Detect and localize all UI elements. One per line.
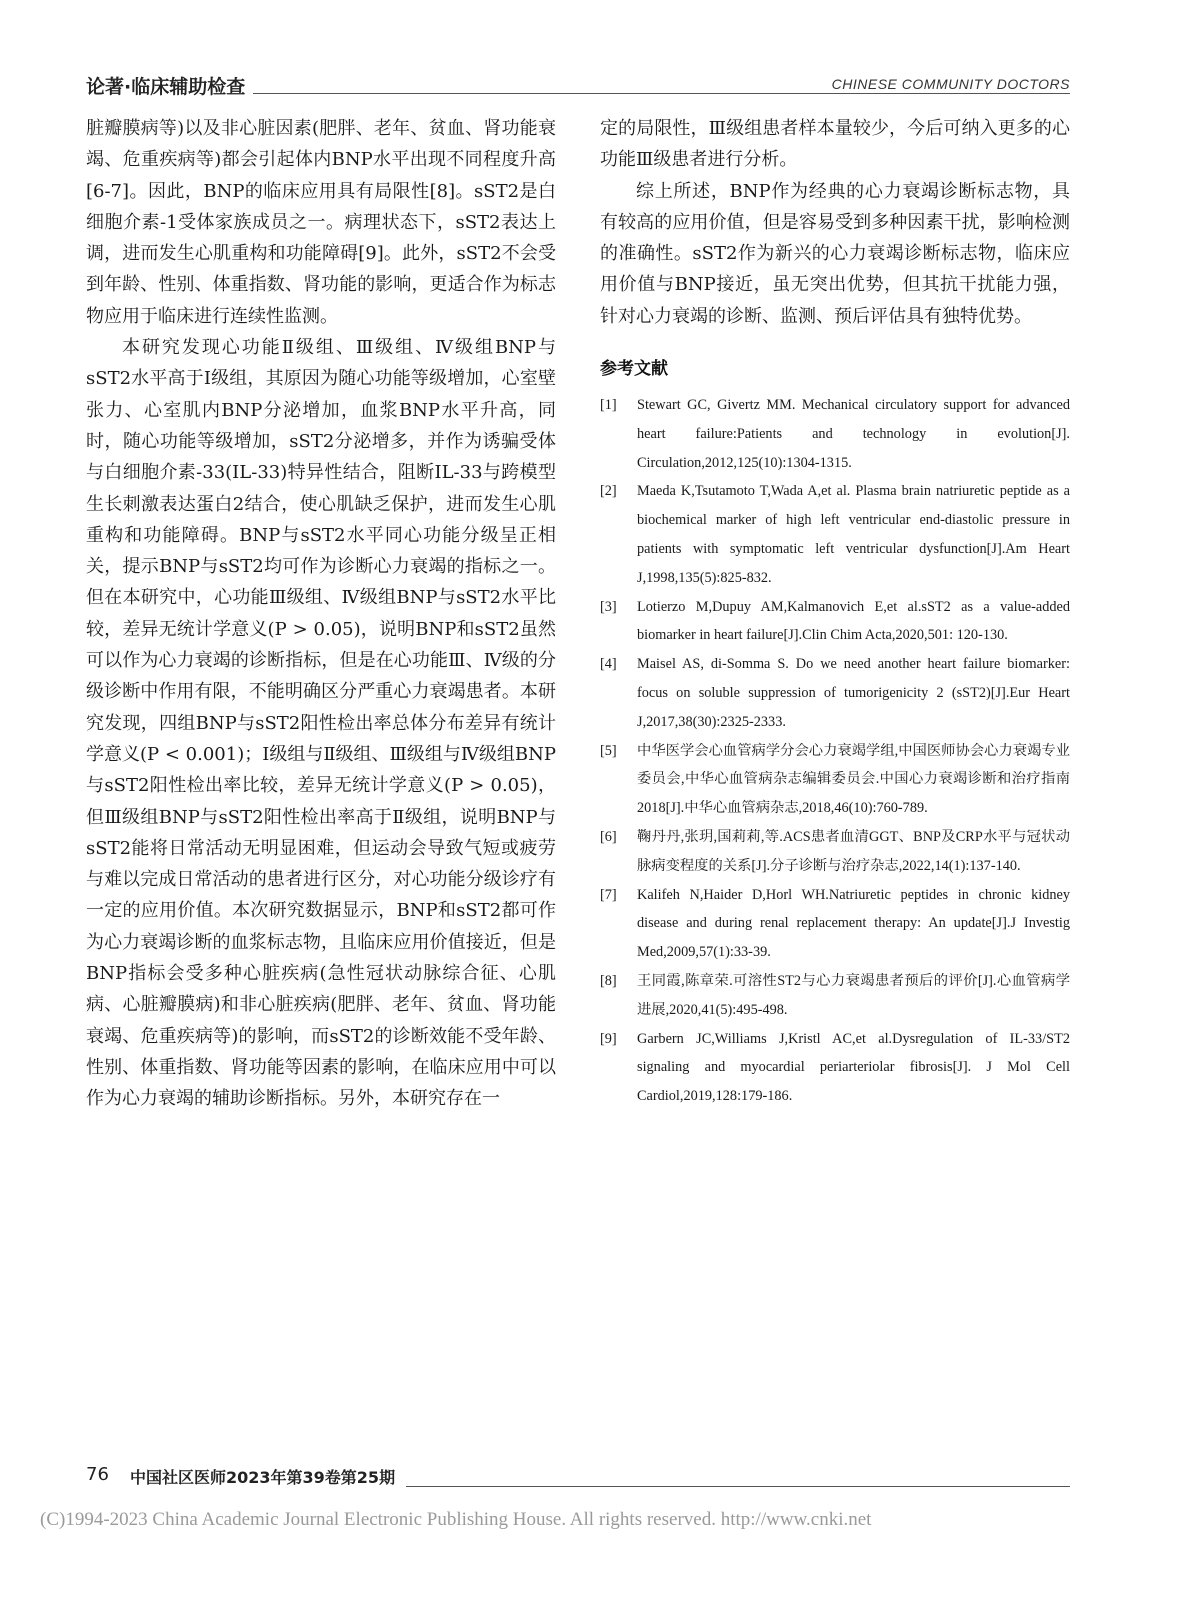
body-paragraph: 本研究发现心功能Ⅱ级组、Ⅲ级组、Ⅳ级组BNP与sST2水平高于Ⅰ级组，其原因为随心功能等级增加，心室壁张力、心室肌内BNP分泌增加，血浆BNP水平升高，同时，随心功能等级增加，sST2分泌增多，并作为诱骗受体与白细胞介素-33(IL-33)特异性结合，阻断IL-33与跨模型生长刺激表达蛋白2结合，使心肌缺乏保护，进而发生心肌重构和功能障碍。BNP与sST2水平同心功能分级呈正相关，提示BNP与sST2均可作为诊断心力衰竭的指标之一。但在本研究中，心功能Ⅲ级组、Ⅳ级组BNP与sST2水平比较，差异无统计学意义(P > 0.05)，说明BNP和sST2虽然可以作为心力衰竭的诊断指标，但是在心功能Ⅲ、Ⅳ级的分级诊断中作用有限，不能明确区分严重心力衰竭患者。本研究发现，四组BNP与sST2阳性检出率总体分布差异有统计学意义(P < 0.001)；Ⅰ级组与Ⅱ级组、Ⅲ级组与Ⅳ级组BNP与sST2阳性检出率比较，差异无统计学意义(P > 0.05)，但Ⅲ级组BNP与sST2阳性检出率高于Ⅱ级组，说明BNP与sST2能将日常活动无明显困难，但运动会导致气短或疲劳与难以完成日常活动的患者进行区分，对心功能分级诊疗有一定的应用价值。本次研究数据显示，BNP和sST2都可作为心力衰竭诊断的血浆标志物，且临床应用价值接近，但是BNP指标会受多种心脏疾病(急性冠状动脉综合征、心肌病、心脏瓣膜病)和非心脏疾病(肥胖、老年、贫血、肾功能衰竭、危重疾病等)的影响，而sST2的诊断效能不受年龄、性别、体重指数、肾功能等因素的影响，在临床应用中可以作为心力衰竭的辅助诊断指标。另外，本研究存在一 [86, 337, 556, 1110]
reference-text: Lotierzo M,Dupuy AM,Kalmanovich E,et al.sST2 as a value-added biomarker in heart failure[J].Clin Chim Acta,2020,501: 120-130. [637, 598, 1070, 644]
body-paragraph: 脏瓣膜病等)以及非心脏因素(肥胖、老年、贫血、肾功能衰竭、危重疾病等)都会引起体内BNP水平出现不同程度升高[6-7]。因此，BNP的临床应用具有局限性[8]。sST2是白细胞介素-1受体家族成员之一。病理状态下，sST2表达上调，进而发生心肌重构和功能障碍[9]。此外，sST2不会受到年龄、性别、体重指数、肾功能的影响，更适合作为标志物应用于临床进行连续性监测。 [86, 118, 556, 327]
reference-number: [8] [600, 973, 617, 990]
body-paragraph: 综上所述，BNP作为经典的心力衰竭诊断标志物，具有较高的应用价值，但是容易受到多种因素干扰，影响检测的准确性。sST2作为新兴的心力衰竭诊断标志物，临床应用价值与BNP接近，虽无突出优势，但其抗干扰能力强，针对心力衰竭的诊断、监测、预后评估具有独特优势。 [600, 180, 1070, 327]
reference-item [600, 967, 1070, 1025]
reference-text: Stewart GC, Givertz MM. Mechanical circulatory support for advanced heart failure:Patients and technology in evolution[J]. Circulation,2012,125(10):1304-1315. [637, 397, 1070, 471]
reference-number: [1] [600, 397, 617, 414]
reference-text: Maisel AS, di-Somma S. Do we need another heart failure biomarker: focus on soluble suppression of tumorigenicity 2 (sST2)[J].Eur Heart J,2017,38(30):2325-2333. [637, 656, 1070, 730]
left-column [86, 113, 556, 1115]
header-section-title: 论著·临床辅助检查 [86, 72, 253, 99]
reference-number: [6] [600, 829, 617, 846]
running-footer [86, 1464, 1070, 1494]
reference-text: 鞠丹丹,张玥,国莉莉,等.ACS患者血清GGT、BNP及CRP水平与冠状动脉病变程度的关系[J].分子诊断与治疗杂志,2022,14(1):137-140. [637, 829, 1070, 874]
reference-text: Maeda K,Tsutamoto T,Wada A,et al. Plasma brain natriuretic peptide as a biochemical marker of high left ventricular end-diastolic pressure in patients with symptomatic left ventricular dysfunction[J].Am Heart J,1998,135(5):825-832. [637, 483, 1070, 586]
body-paragraph: 定的局限性，Ⅲ级组患者样本量较少，今后可纳入更多的心功能Ⅲ级患者进行分析。 [600, 118, 1070, 171]
reference-number: [4] [600, 656, 617, 673]
references-list [600, 391, 1070, 1111]
reference-item [600, 1025, 1070, 1111]
reference-item [600, 823, 1070, 881]
reference-text: 王同霞,陈章荣.可溶性ST2与心力衰竭患者预后的评价[J].心血管病学进展,2020,41(5):495-498. [637, 973, 1070, 1018]
footer-rule [406, 1486, 1070, 1487]
reference-item [600, 737, 1070, 823]
reference-item [600, 881, 1070, 967]
header-journal-name: CHINESE COMMUNITY DOCTORS [824, 76, 1070, 92]
reference-number: [2] [600, 483, 617, 500]
reference-text: Kalifeh N,Haider D,Horl WH.Natriuretic peptides in chronic kidney disease and during renal replacement therapy: An update[J].J Investig Med,2009,57(1):33-39. [637, 886, 1070, 961]
reference-number: [3] [600, 598, 617, 615]
reference-number: [5] [600, 742, 617, 759]
running-header [86, 72, 1070, 100]
references-heading: 参考文献 [600, 359, 668, 380]
reference-text: Garbern JC,Williams J,Kristl AC,et al.Dysregulation of IL-33/ST2 signaling and myocardial periarteriolar fibrosis[J]. J Mol Cell Cardiol,2019,128:179-186. [637, 1030, 1070, 1105]
reference-item [600, 391, 1070, 477]
footer-journal-issue: 中国社区医师2023年第39卷第25期 [130, 1465, 401, 1488]
reference-item [600, 477, 1070, 592]
page-number: 76 [86, 1464, 109, 1485]
reference-number: [7] [600, 886, 617, 903]
copyright-notice: (C)1994-2023 China Academic Journal Electronic Publishing House. All rights reserved. http://www.cnki.net [40, 1509, 872, 1530]
reference-number: [9] [600, 1030, 617, 1047]
right-column [600, 113, 1070, 1111]
reference-item [600, 650, 1070, 736]
reference-text: 中华医学会心血管病学分会心力衰竭学组,中国医师协会心力衰竭专业委员会,中华心血管病杂志编辑委员会.中国心力衰竭诊断和治疗指南2018[J].中华心血管病杂志,2018,46(10):760-789. [637, 742, 1070, 817]
reference-item [600, 593, 1070, 651]
